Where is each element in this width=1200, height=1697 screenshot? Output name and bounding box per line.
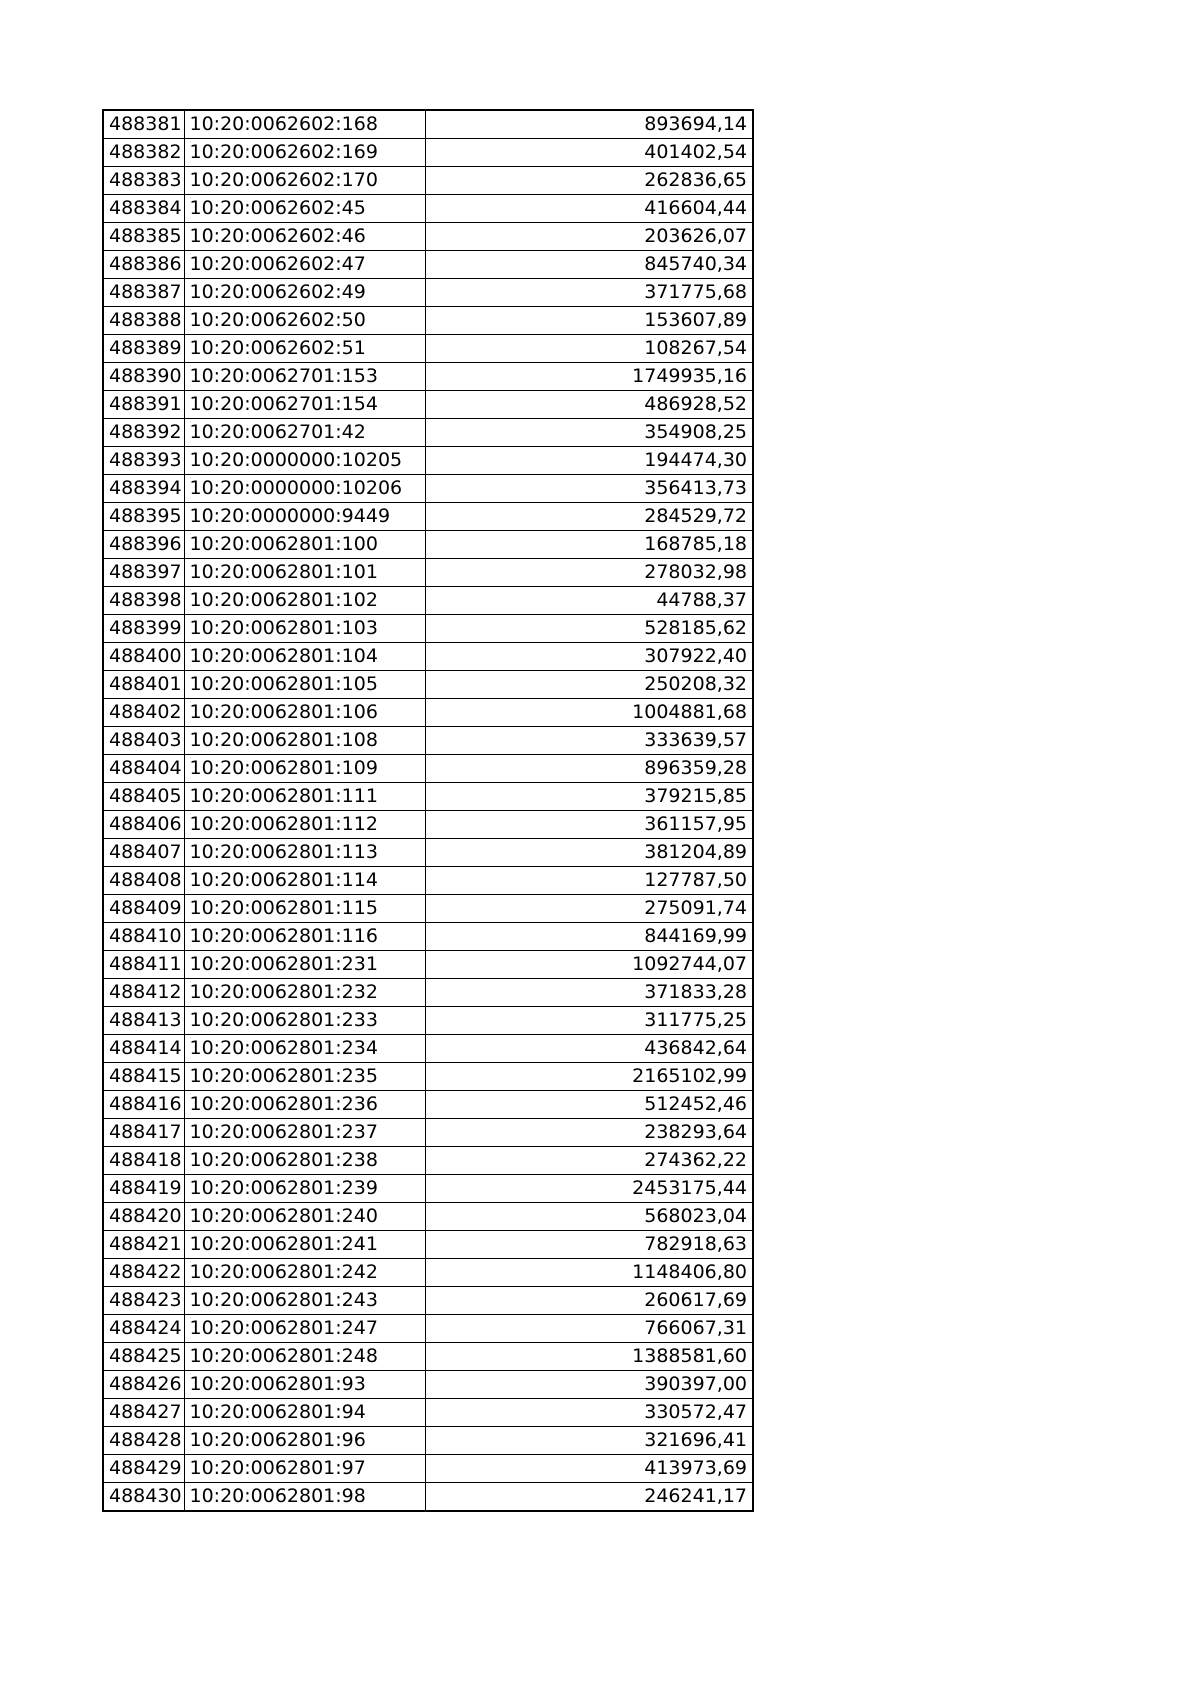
row-id-cell: 488393	[103, 447, 184, 475]
cadastral-number-cell: 10:20:0062602:47	[184, 251, 425, 279]
table-row	[103, 1119, 753, 1147]
row-id-cell: 488383	[103, 167, 184, 195]
table-row	[103, 391, 753, 419]
cadastral-value-cell: 486928,52	[425, 391, 753, 419]
row-id-cell: 488413	[103, 1007, 184, 1035]
row-id-cell: 488392	[103, 419, 184, 447]
table-row	[103, 279, 753, 307]
table-row	[103, 1203, 753, 1231]
row-id-cell: 488422	[103, 1259, 184, 1287]
cadastral-number-cell: 10:20:0062801:114	[184, 867, 425, 895]
cadastral-value-cell: 250208,32	[425, 671, 753, 699]
table-row	[103, 419, 753, 447]
table-row	[103, 139, 753, 167]
cadastral-value-cell: 354908,25	[425, 419, 753, 447]
row-id-cell: 488401	[103, 671, 184, 699]
row-id-cell: 488416	[103, 1091, 184, 1119]
cadastral-number-cell: 10:20:0062801:93	[184, 1371, 425, 1399]
row-id-cell: 488420	[103, 1203, 184, 1231]
cadastral-value-cell: 108267,54	[425, 335, 753, 363]
table-row	[103, 1035, 753, 1063]
table-row	[103, 195, 753, 223]
cadastral-number-cell: 10:20:0062602:170	[184, 167, 425, 195]
row-id-cell: 488429	[103, 1455, 184, 1483]
cadastral-number-cell: 10:20:0062801:94	[184, 1399, 425, 1427]
table-row	[103, 1287, 753, 1315]
cadastral-value-cell: 260617,69	[425, 1287, 753, 1315]
table-row	[103, 1063, 753, 1091]
cadastral-number-cell: 10:20:0062602:45	[184, 195, 425, 223]
cadastral-value-cell: 278032,98	[425, 559, 753, 587]
cadastral-value-cell: 44788,37	[425, 587, 753, 615]
cadastral-value-cell: 168785,18	[425, 531, 753, 559]
cadastral-number-cell: 10:20:0062801:116	[184, 923, 425, 951]
table-row	[103, 615, 753, 643]
table-row	[103, 811, 753, 839]
row-id-cell: 488406	[103, 811, 184, 839]
cadastral-value-cell: 238293,64	[425, 1119, 753, 1147]
cadastral-value-cell: 379215,85	[425, 783, 753, 811]
row-id-cell: 488425	[103, 1343, 184, 1371]
table-row	[103, 867, 753, 895]
cadastral-number-cell: 10:20:0000000:10205	[184, 447, 425, 475]
cadastral-number-cell: 10:20:0062801:100	[184, 531, 425, 559]
cadastral-value-table	[102, 109, 754, 1512]
cadastral-number-cell: 10:20:0062801:96	[184, 1427, 425, 1455]
row-id-cell: 488407	[103, 839, 184, 867]
cadastral-value-cell: 893694,14	[425, 110, 753, 139]
row-id-cell: 488402	[103, 699, 184, 727]
cadastral-value-cell: 1092744,07	[425, 951, 753, 979]
cadastral-number-cell: 10:20:0062801:108	[184, 727, 425, 755]
table-row	[103, 755, 753, 783]
cadastral-value-cell: 390397,00	[425, 1371, 753, 1399]
cadastral-value-cell: 194474,30	[425, 447, 753, 475]
row-id-cell: 488395	[103, 503, 184, 531]
row-id-cell: 488408	[103, 867, 184, 895]
row-id-cell: 488419	[103, 1175, 184, 1203]
row-id-cell: 488384	[103, 195, 184, 223]
cadastral-value-cell: 330572,47	[425, 1399, 753, 1427]
cadastral-number-cell: 10:20:0062801:237	[184, 1119, 425, 1147]
cadastral-value-cell: 275091,74	[425, 895, 753, 923]
cadastral-value-cell: 528185,62	[425, 615, 753, 643]
row-id-cell: 488415	[103, 1063, 184, 1091]
cadastral-value-cell: 284529,72	[425, 503, 753, 531]
table-row	[103, 1427, 753, 1455]
cadastral-number-cell: 10:20:0062602:51	[184, 335, 425, 363]
row-id-cell: 488400	[103, 643, 184, 671]
row-id-cell: 488418	[103, 1147, 184, 1175]
row-id-cell: 488421	[103, 1231, 184, 1259]
row-id-cell: 488427	[103, 1399, 184, 1427]
row-id-cell: 488410	[103, 923, 184, 951]
cadastral-number-cell: 10:20:0062602:168	[184, 110, 425, 139]
table-row	[103, 979, 753, 1007]
table-row	[103, 110, 753, 139]
row-id-cell: 488388	[103, 307, 184, 335]
cadastral-number-cell: 10:20:0062602:49	[184, 279, 425, 307]
table-row	[103, 363, 753, 391]
table-row	[103, 923, 753, 951]
cadastral-number-cell: 10:20:0062801:233	[184, 1007, 425, 1035]
table-row	[103, 643, 753, 671]
cadastral-value-cell: 766067,31	[425, 1315, 753, 1343]
row-id-cell: 488397	[103, 559, 184, 587]
cadastral-value-cell: 381204,89	[425, 839, 753, 867]
cadastral-value-cell: 436842,64	[425, 1035, 753, 1063]
cadastral-number-cell: 10:20:0062801:103	[184, 615, 425, 643]
cadastral-value-cell: 844169,99	[425, 923, 753, 951]
cadastral-number-cell: 10:20:0062801:115	[184, 895, 425, 923]
cadastral-number-cell: 10:20:0062801:242	[184, 1259, 425, 1287]
cadastral-number-cell: 10:20:0062701:42	[184, 419, 425, 447]
row-id-cell: 488389	[103, 335, 184, 363]
cadastral-value-cell: 274362,22	[425, 1147, 753, 1175]
table-row	[103, 1483, 753, 1512]
cadastral-number-cell: 10:20:0062801:231	[184, 951, 425, 979]
cadastral-value-cell: 1004881,68	[425, 699, 753, 727]
table-row	[103, 951, 753, 979]
table-row	[103, 1399, 753, 1427]
cadastral-value-cell: 371833,28	[425, 979, 753, 1007]
table-row	[103, 895, 753, 923]
cadastral-value-cell: 127787,50	[425, 867, 753, 895]
table-body	[103, 110, 753, 1511]
table-row	[103, 251, 753, 279]
cadastral-number-cell: 10:20:0062701:154	[184, 391, 425, 419]
row-id-cell: 488390	[103, 363, 184, 391]
cadastral-number-cell: 10:20:0062801:102	[184, 587, 425, 615]
cadastral-value-cell: 896359,28	[425, 755, 753, 783]
row-id-cell: 488391	[103, 391, 184, 419]
row-id-cell: 488423	[103, 1287, 184, 1315]
row-id-cell: 488403	[103, 727, 184, 755]
row-id-cell: 488385	[103, 223, 184, 251]
row-id-cell: 488394	[103, 475, 184, 503]
table-row	[103, 1343, 753, 1371]
row-id-cell: 488405	[103, 783, 184, 811]
cadastral-number-cell: 10:20:0062801:112	[184, 811, 425, 839]
row-id-cell: 488381	[103, 110, 184, 139]
cadastral-number-cell: 10:20:0062801:232	[184, 979, 425, 1007]
table-row	[103, 503, 753, 531]
table-row	[103, 699, 753, 727]
cadastral-number-cell: 10:20:0062801:106	[184, 699, 425, 727]
cadastral-number-cell: 10:20:0062801:104	[184, 643, 425, 671]
table-row	[103, 671, 753, 699]
table-row	[103, 1091, 753, 1119]
cadastral-number-cell: 10:20:0000000:9449	[184, 503, 425, 531]
cadastral-number-cell: 10:20:0062801:248	[184, 1343, 425, 1371]
cadastral-number-cell: 10:20:0062801:243	[184, 1287, 425, 1315]
cadastral-value-cell: 321696,41	[425, 1427, 753, 1455]
cadastral-number-cell: 10:20:0000000:10206	[184, 475, 425, 503]
cadastral-number-cell: 10:20:0062602:46	[184, 223, 425, 251]
cadastral-value-cell: 311775,25	[425, 1007, 753, 1035]
table-row	[103, 223, 753, 251]
table-row	[103, 839, 753, 867]
cadastral-number-cell: 10:20:0062602:50	[184, 307, 425, 335]
row-id-cell: 488428	[103, 1427, 184, 1455]
cadastral-value-cell: 512452,46	[425, 1091, 753, 1119]
table-row	[103, 447, 753, 475]
cadastral-value-cell: 361157,95	[425, 811, 753, 839]
table-row	[103, 1315, 753, 1343]
table-row	[103, 1175, 753, 1203]
cadastral-number-cell: 10:20:0062801:236	[184, 1091, 425, 1119]
row-id-cell: 488387	[103, 279, 184, 307]
cadastral-number-cell: 10:20:0062801:105	[184, 671, 425, 699]
cadastral-value-cell: 2453175,44	[425, 1175, 753, 1203]
cadastral-number-cell: 10:20:0062801:238	[184, 1147, 425, 1175]
table-row	[103, 727, 753, 755]
cadastral-number-cell: 10:20:0062801:234	[184, 1035, 425, 1063]
cadastral-value-cell: 1749935,16	[425, 363, 753, 391]
row-id-cell: 488417	[103, 1119, 184, 1147]
cadastral-value-cell: 1148406,80	[425, 1259, 753, 1287]
cadastral-number-cell: 10:20:0062701:153	[184, 363, 425, 391]
cadastral-number-cell: 10:20:0062801:113	[184, 839, 425, 867]
cadastral-number-cell: 10:20:0062801:247	[184, 1315, 425, 1343]
row-id-cell: 488382	[103, 139, 184, 167]
cadastral-value-cell: 782918,63	[425, 1231, 753, 1259]
cadastral-number-cell: 10:20:0062801:111	[184, 783, 425, 811]
cadastral-value-cell: 262836,65	[425, 167, 753, 195]
cadastral-value-cell: 2165102,99	[425, 1063, 753, 1091]
row-id-cell: 488386	[103, 251, 184, 279]
cadastral-value-cell: 333639,57	[425, 727, 753, 755]
cadastral-number-cell: 10:20:0062801:109	[184, 755, 425, 783]
cadastral-number-cell: 10:20:0062801:101	[184, 559, 425, 587]
row-id-cell: 488409	[103, 895, 184, 923]
table-row	[103, 335, 753, 363]
cadastral-value-cell: 1388581,60	[425, 1343, 753, 1371]
row-id-cell: 488399	[103, 615, 184, 643]
row-id-cell: 488411	[103, 951, 184, 979]
table-row	[103, 1147, 753, 1175]
table-row	[103, 1455, 753, 1483]
cadastral-number-cell: 10:20:0062801:235	[184, 1063, 425, 1091]
cadastral-number-cell: 10:20:0062801:241	[184, 1231, 425, 1259]
table-row	[103, 1231, 753, 1259]
cadastral-value-cell: 203626,07	[425, 223, 753, 251]
cadastral-value-cell: 356413,73	[425, 475, 753, 503]
row-id-cell: 488414	[103, 1035, 184, 1063]
cadastral-number-cell: 10:20:0062801:97	[184, 1455, 425, 1483]
table-row	[103, 783, 753, 811]
row-id-cell: 488404	[103, 755, 184, 783]
table-row	[103, 167, 753, 195]
cadastral-value-cell: 845740,34	[425, 251, 753, 279]
table-row	[103, 1371, 753, 1399]
cadastral-value-cell: 401402,54	[425, 139, 753, 167]
row-id-cell: 488430	[103, 1483, 184, 1512]
row-id-cell: 488424	[103, 1315, 184, 1343]
cadastral-value-cell: 413973,69	[425, 1455, 753, 1483]
cadastral-value-cell: 246241,17	[425, 1483, 753, 1512]
cadastral-number-cell: 10:20:0062801:239	[184, 1175, 425, 1203]
cadastral-value-cell: 371775,68	[425, 279, 753, 307]
row-id-cell: 488412	[103, 979, 184, 1007]
cadastral-number-cell: 10:20:0062602:169	[184, 139, 425, 167]
table-row	[103, 1259, 753, 1287]
row-id-cell: 488396	[103, 531, 184, 559]
table-row	[103, 587, 753, 615]
cadastral-value-cell: 568023,04	[425, 1203, 753, 1231]
table-row	[103, 559, 753, 587]
row-id-cell: 488398	[103, 587, 184, 615]
table-row	[103, 307, 753, 335]
cadastral-value-cell: 307922,40	[425, 643, 753, 671]
cadastral-value-cell: 416604,44	[425, 195, 753, 223]
table-row	[103, 475, 753, 503]
cadastral-number-cell: 10:20:0062801:240	[184, 1203, 425, 1231]
cadastral-number-cell: 10:20:0062801:98	[184, 1483, 425, 1512]
row-id-cell: 488426	[103, 1371, 184, 1399]
table-row	[103, 531, 753, 559]
table-row	[103, 1007, 753, 1035]
cadastral-value-cell: 153607,89	[425, 307, 753, 335]
